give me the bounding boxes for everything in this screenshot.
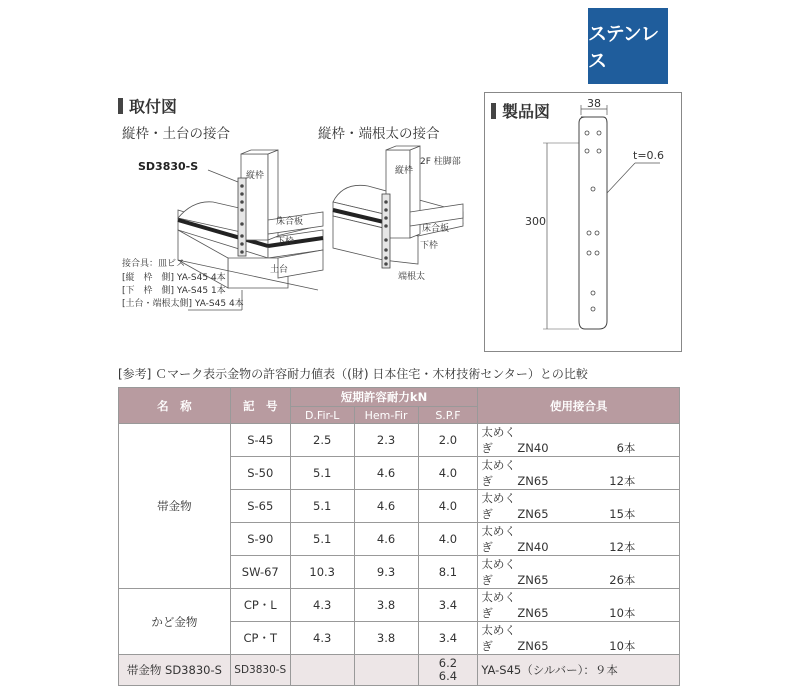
cell-spf: 4.0: [418, 523, 478, 556]
cell-hemfir: 3.8: [354, 589, 418, 622]
product-title: 製品図: [502, 102, 551, 121]
group-name: 帯金物: [119, 424, 231, 589]
spf-value-b: 6.4: [438, 669, 458, 683]
product-drawing-box: [484, 92, 682, 352]
cell-dfir: 4.3: [290, 589, 354, 622]
cell-fastener: [478, 589, 680, 622]
install-subtitle-right: 縦枠・端根太の接合: [318, 126, 440, 142]
comparison-table: [118, 387, 680, 686]
nail-count: 10本: [609, 639, 636, 653]
cell-spf: 3.4: [418, 622, 478, 655]
header-dfir: D.Fir-L: [290, 407, 354, 424]
nail-count: 12本: [609, 540, 636, 554]
fastener-spec: YA-S45 4本: [176, 273, 226, 283]
nail-count: 15本: [609, 507, 636, 521]
nail-code: ZN40: [517, 441, 549, 455]
cell-hemfir: 2.3: [354, 424, 418, 457]
label-2f-base: 2F 柱脚部: [420, 157, 461, 167]
nail-code: ZN65: [517, 606, 549, 620]
cell-spf: [418, 655, 478, 686]
nail-type: 太めくぎ: [481, 590, 516, 620]
label-stud-left: 縦枠: [246, 171, 265, 181]
cell-fastener: [478, 622, 680, 655]
cell-hemfir: 4.6: [354, 490, 418, 523]
nail-count: 6本: [616, 441, 636, 455]
cell-dfir: 5.1: [290, 457, 354, 490]
install-subtitle-left: 縦枠・土台の接合: [122, 126, 230, 142]
cell-spf: 8.1: [418, 556, 478, 589]
nail-code: ZN40: [517, 540, 549, 554]
cell-code: S-50: [230, 457, 290, 490]
cell-hemfir: 3.8: [354, 622, 418, 655]
nail-type: 太めくぎ: [481, 425, 516, 455]
label-sill: 土台: [270, 265, 289, 275]
group-name: かど金物: [119, 589, 231, 655]
nail-count: 10本: [609, 606, 636, 620]
reference-title: [参考] Ｃマーク表示金物の許容耐力値表（(財) 日本住宅・木材技術センター）との比較: [118, 367, 588, 381]
fastener-position: [縦 枠 側]: [122, 273, 175, 283]
table-row-highlight: [119, 655, 680, 686]
nail-type: 太めくぎ: [481, 458, 516, 488]
fastener-position: [土台・端根太側]: [122, 299, 193, 309]
label-bottom-plate-right: 下枠: [420, 241, 439, 251]
cell-hemfir: 4.6: [354, 457, 418, 490]
model-label: SD3830-S: [138, 160, 199, 173]
cell-name-sd3830: 帯金物 SD3830-S: [119, 655, 231, 686]
cell-spf: 4.0: [418, 457, 478, 490]
nail-code: ZN65: [517, 507, 549, 521]
cell-spf: 4.0: [418, 490, 478, 523]
cell-fastener: [478, 490, 680, 523]
label-end-joist: 端根太: [398, 272, 426, 282]
cell-dfir: 5.1: [290, 523, 354, 556]
fastener-row: [122, 270, 226, 283]
product-drawing: [485, 93, 681, 351]
cell-code: SW-67: [230, 556, 290, 589]
nail-type: 太めくぎ: [481, 557, 516, 587]
cell-fastener: [478, 457, 680, 490]
nail-type: 太めくぎ: [481, 623, 516, 653]
nail-type: 太めくぎ: [481, 491, 516, 521]
cell-spf: 3.4: [418, 589, 478, 622]
stainless-badge: ステンレス: [588, 8, 668, 84]
fastener-title: 接合具：皿ビス: [122, 259, 186, 269]
cell-dfir: 4.3: [290, 622, 354, 655]
install-title: 取付図: [129, 97, 178, 116]
cell-not-applicable: [290, 655, 354, 686]
cell-code: CP・L: [230, 589, 290, 622]
label-floor-panel-right: 床合板: [422, 224, 450, 234]
nail-count: 12本: [609, 474, 636, 488]
header-hemfir: Hem-Fir: [354, 407, 418, 424]
install-section-title: [118, 94, 177, 117]
table-row: [119, 589, 680, 622]
dim-thickness: t=0.6: [633, 149, 665, 162]
fastener-row: [122, 283, 226, 296]
fastener-spec: YA-S45 4本: [194, 299, 244, 309]
header-code: 記 号: [230, 388, 290, 424]
nail-code: ZN65: [517, 639, 549, 653]
cell-code: S-65: [230, 490, 290, 523]
cell-code: CP・T: [230, 622, 290, 655]
dim-height: 300: [525, 215, 546, 228]
cell-hemfir: 4.6: [354, 523, 418, 556]
cell-dfir: 2.5: [290, 424, 354, 457]
header-fastener: 使用接合具: [478, 388, 680, 424]
cell-fastener: [478, 523, 680, 556]
header-name: 名 称: [119, 388, 231, 424]
label-bottom-plate-left: 下枠: [276, 237, 295, 247]
nail-code: ZN65: [517, 573, 549, 587]
spf-value-a: 6.2: [438, 656, 458, 670]
nail-type: 太めくぎ: [481, 524, 516, 554]
fastener-spec: YA-S45 1本: [176, 286, 226, 296]
table-header-row: [119, 388, 680, 407]
cell-code: S-90: [230, 523, 290, 556]
cell-fastener: [478, 556, 680, 589]
nail-code: ZN65: [517, 474, 549, 488]
cell-code: S-45: [230, 424, 290, 457]
table-row: [119, 424, 680, 457]
cell-spf: 2.0: [418, 424, 478, 457]
cell-not-applicable: [354, 655, 418, 686]
cell-code: SD3830-S: [230, 655, 290, 686]
nail-count: 26本: [609, 573, 636, 587]
fastener-position: [下 枠 側]: [122, 286, 175, 296]
header-strength: 短期許容耐力kN: [290, 388, 478, 407]
label-stud-right: 縦枠: [395, 166, 414, 176]
cell-fastener: YA-S45（シルバー）：９本: [478, 655, 680, 686]
fastener-row: [122, 296, 244, 309]
label-floor-panel-left: 床合板: [276, 217, 304, 227]
cell-dfir: 5.1: [290, 490, 354, 523]
cell-hemfir: 9.3: [354, 556, 418, 589]
header-spf: S.P.F: [418, 407, 478, 424]
cell-dfir: 10.3: [290, 556, 354, 589]
dim-width: 38: [587, 97, 601, 110]
title-bar-marker: [118, 98, 123, 114]
cell-fastener: [478, 424, 680, 457]
